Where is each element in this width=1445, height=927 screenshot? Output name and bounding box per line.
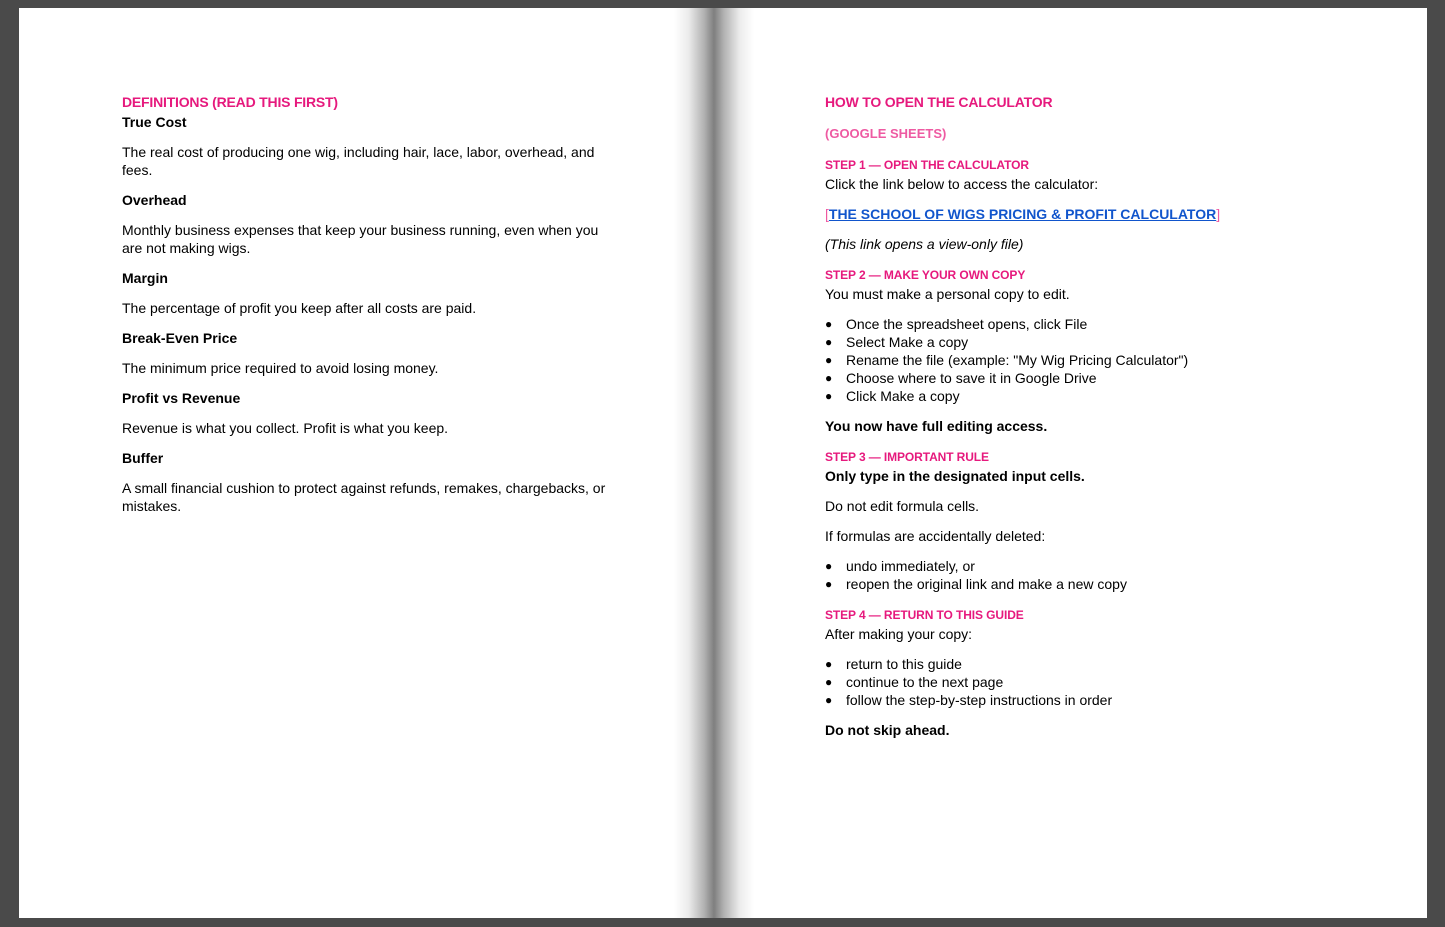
bullet-icon: ● — [825, 317, 833, 331]
google-sheets-subheading: (GOOGLE SHEETS) — [825, 126, 947, 141]
step-4-text: After making your copy: — [825, 626, 973, 642]
view-only-note: (This link opens a view-only file) — [825, 236, 1024, 252]
term-margin: Margin — [122, 270, 168, 286]
list-item — [825, 673, 1385, 691]
definition-profit-vs-revenue: Revenue is what you collect. Profit is what you keep. — [122, 420, 449, 436]
list-item — [825, 691, 1385, 709]
bullet-icon: ● — [825, 371, 833, 385]
step-1-heading: STEP 1 — OPEN THE CALCULATOR — [825, 158, 1029, 172]
page-gutter-shadow — [674, 8, 754, 918]
definition-overhead: Monthly business expenses that keep your business running, even when you are not making wigs. — [122, 222, 599, 256]
list-item-text: undo immediately, or — [846, 558, 975, 574]
list-item-text: follow the step-by-step instructions in order — [846, 692, 1113, 708]
link-close-bracket: ] — [1216, 206, 1221, 222]
term-true-cost: True Cost — [122, 114, 187, 130]
calculator-link-line — [825, 205, 1385, 223]
list-item — [825, 369, 1385, 387]
calculator-link[interactable]: THE SCHOOL OF WIGS PRICING & PROFIT CALCULATOR — [828, 206, 1217, 222]
step-2-list — [825, 315, 1385, 405]
bullet-icon: ● — [825, 353, 833, 367]
input-cells-rule: Only type in the designated input cells. — [825, 468, 1085, 484]
step-2-heading: STEP 2 — MAKE YOUR OWN COPY — [825, 268, 1026, 282]
list-item-text: Once the spreadsheet opens, click File — [846, 316, 1088, 332]
definitions-heading: DEFINITIONS (READ THIS FIRST) — [122, 94, 338, 110]
book-spread — [19, 8, 1427, 918]
list-item — [825, 655, 1385, 673]
bullet-icon: ● — [825, 675, 833, 689]
bullet-icon: ● — [825, 335, 833, 349]
list-item-text: Select Make a copy — [846, 334, 969, 350]
calculator-heading: HOW TO OPEN THE CALCULATOR — [825, 94, 1053, 110]
bullet-icon: ● — [825, 657, 833, 671]
step-2-text: You must make a personal copy to edit. — [825, 286, 1070, 302]
step-3-list — [825, 557, 1385, 593]
list-item — [825, 387, 1385, 405]
bullet-icon: ● — [825, 693, 833, 707]
list-item — [825, 557, 1385, 575]
term-profit-vs-revenue: Profit vs Revenue — [122, 390, 241, 406]
list-item-text: Click Make a copy — [846, 388, 960, 404]
list-item-text: Choose where to save it in Google Drive — [846, 370, 1097, 386]
formulas-deleted-note: If formulas are accidentally deleted: — [825, 528, 1046, 544]
list-item — [825, 315, 1385, 333]
step-4-heading: STEP 4 — RETURN TO THIS GUIDE — [825, 608, 1024, 622]
list-item-text: return to this guide — [846, 656, 962, 672]
bullet-icon: ● — [825, 559, 833, 573]
right-page — [754, 8, 1427, 918]
bullet-icon: ● — [825, 389, 833, 403]
list-item — [825, 575, 1385, 593]
list-item-text: Rename the file (example: "My Wig Pricing Calculator") — [846, 352, 1189, 368]
do-not-skip-note: Do not skip ahead. — [825, 722, 950, 738]
list-item-text: reopen the original link and make a new copy — [846, 576, 1127, 592]
list-item-text: continue to the next page — [846, 674, 1004, 690]
step-1-text: Click the link below to access the calculator: — [825, 176, 1099, 192]
definition-buffer: A small financial cushion to protect against refunds, remakes, chargebacks, or mistakes. — [122, 480, 606, 514]
term-overhead: Overhead — [122, 192, 187, 208]
term-break-even-price: Break-Even Price — [122, 330, 238, 346]
step-3-heading: STEP 3 — IMPORTANT RULE — [825, 450, 989, 464]
definition-true-cost: The real cost of producing one wig, including hair, lace, labor, overhead, and fees. — [122, 144, 595, 178]
term-buffer: Buffer — [122, 450, 164, 466]
left-page — [19, 8, 679, 918]
formula-cells-note: Do not edit formula cells. — [825, 498, 980, 514]
definition-break-even-price: The minimum price required to avoid losing money. — [122, 360, 439, 376]
list-item — [825, 351, 1385, 369]
list-item — [825, 333, 1385, 351]
step-4-list — [825, 655, 1385, 709]
calculator-instructions — [825, 93, 1385, 739]
bullet-icon: ● — [825, 577, 833, 591]
definitions-section — [122, 93, 622, 515]
definition-margin: The percentage of profit you keep after all costs are paid. — [122, 300, 477, 316]
editing-access-note: You now have full editing access. — [825, 418, 1048, 434]
link-open-bracket: [ — [825, 206, 829, 222]
